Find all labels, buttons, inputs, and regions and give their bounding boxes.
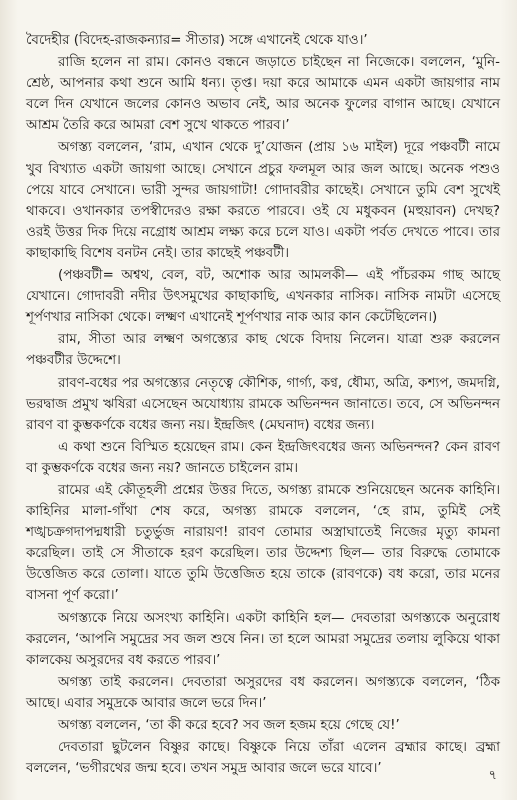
paragraph-9: অগস্ত্যকে নিয়ে অসংখ্য কাহিনি। একটা কাহিনি হল— দেবতারা অগস্ত্যকে অনুরোধ করলেন, ‘আপনি সমুদ্রের সব জল শুষে নিন। তা হলে আমরা সমুদ্রের তলায় লুকিয়ে থাকা কালকেয় অসুরদের বধ করতে পারব।’: [26, 610, 500, 668]
body-text: [26, 30, 500, 779]
paragraph-4: (পঞ্চবটী= অশ্বথ, বেল, বট, অশোক আর আমলকী— এই পাঁচরকম গাছ আছে যেখানে। গোদাবরী নদীর উৎসমুখের কাছাকাছি, এখনকার নাসিক। নাসিক নামটা এসেছে শূর্পণখার নাসিকা থেকে। লক্ষ্মণ এখানেই শূর্পণখার নাক আর কান কেটেছিলেন।): [26, 268, 500, 326]
paragraph-8: রামের এই কৌতূহলী প্রশ্নের উত্তর দিতে, অগস্ত্য রামকে শুনিয়েছেন অনেক কাহিনি। কাহিনির মালা-গাঁথা শেষ করে, অগস্ত্য রামকে বললেন, ‘হে রাম, তুমিই সেই শঙ্খচক্রগদাপদ্মধারী চতুর্ভুজ নারায়ণ! রাবণ তোমার অস্ত্রাঘাতেই নিজের মৃত্যু কামনা করেছিল। তাই সে সীতাকে হরণ করেছিল। তার উদ্দেশ্য ছিল— তার বিরুদ্ধে তোমাকে উত্তেজিত করে তোলা। যাতে তুমি উত্তেজিত হয়ে তাকে (রাবণকে) বধ করো, তার মনের বাসনা পূর্ণ করো।’: [26, 482, 500, 604]
paragraph-6: রাবণ-বধের পর অগস্ত্যের নেতৃত্বে কৌশিক, গার্গ্য, কণ্ব, ধৌম্য, অত্রি, কশ্যপ, জমদগ্নি, ভরদ্বাজ প্রমুখ ঋষিরা এসেছেন অযোধ্যায় রামকে অভিনন্দন জানাতে। তবে, সে অভিনন্দন রাবণ বা কুম্ভকর্ণকে বধের জন্য নয়। ইন্দ্রজিৎ (মেঘনাদ) বধের জন্য।: [26, 375, 500, 433]
paragraph-3: অগস্ত্য বললেন, ‘রাম, এখান থেকে দু’যোজন (প্রায় ১৬ মাইল) দূরে পঞ্চবটী নামে খুব বিখ্যাত একটা জায়গা আছে। সেখানে প্রচুর ফলমূল আর জল আছে। অনেক পশুও পেয়ে যাবে সেখানে। ভারী সুন্দর জায়গাটা! গোদাবরীর কাছেই। সেখানে তুমি বেশ সুখেই থাকবে। ওখানকার তপস্বীদেরও রক্ষা করতে পারবে। ওই যে মধুকবন (মহুয়াবন) দেখছ? ওরই উত্তর দিক দিয়ে নগ্রোধ আশ্রম লক্ষ্য করে চলে যাও। একটা পর্বত দেখতে পাবে। তার কাছাকাছি বিশেষ বনটন নেই। তার কাছেই পঞ্চবটী।: [26, 140, 500, 261]
paragraph-1: বৈদেহীর (বিদেহ-রাজকন্যার= সীতার) সঙ্গে এখানেই থেকে যাও।’: [26, 33, 368, 48]
page-number: ৭: [488, 768, 497, 783]
paragraph-5: রাম, সীতা আর লক্ষ্মণ অগস্ত্যের কাছ থেকে বিদায় নিলেন। যাত্রা শুরু করলেন পঞ্চবটীর উদ্দেশে।: [26, 332, 500, 369]
paragraph-7: এ কথা শুনে বিস্মিত হয়েছেন রাম। কেন ইন্দ্রজিৎবধের জন্য অভিনন্দন? কেন রাবণ বা কুম্ভকর্ণকে বধের জন্য নয়? জানতে চাইলেন রাম।: [26, 439, 500, 476]
paragraph-11: অগস্ত্য বললেন, ‘তা কী করে হবে? সব জল হজম হয়ে গেছে যে!’: [58, 718, 400, 733]
paragraph-12: দেবতারা ছুটলেন বিষ্ণুর কাছে। বিষ্ণুকে নিয়ে তাঁরা এলেন ব্রহ্মার কাছে। ব্রহ্মা বললেন, ‘ভগীরথের জন্ম হবে। তখন সমুদ্র আবার জলে ভরে যাবে।’: [26, 740, 500, 777]
paragraph-10: অগস্ত্য তাই করলেন। দেবতারা অসুরদের বধ করলেন। অগস্ত্যকে বললেন, ‘ঠিক আছে। এবার সমুদ্রকে আবার জলে ভরে দিন।’: [26, 674, 500, 711]
paragraph-2: রাজি হলেন না রাম। কোনও বন্ধনে জড়াতে চাইছেন না নিজেকে। বললেন, ‘মুনি-শ্রেষ্ঠ, আপনার কথা শুনে আমি ধন্য। তৃপ্ত। দয়া করে আমাকে এমন একটা জায়গার নাম বলে দিন যেখানে জলের কোনও অভাব নেই, আর অনেক ফুলের বাগান আছে। যেখানে আশ্রম তৈরি করে আমরা বেশ সুখে থাকতে পারব।’: [26, 55, 500, 134]
